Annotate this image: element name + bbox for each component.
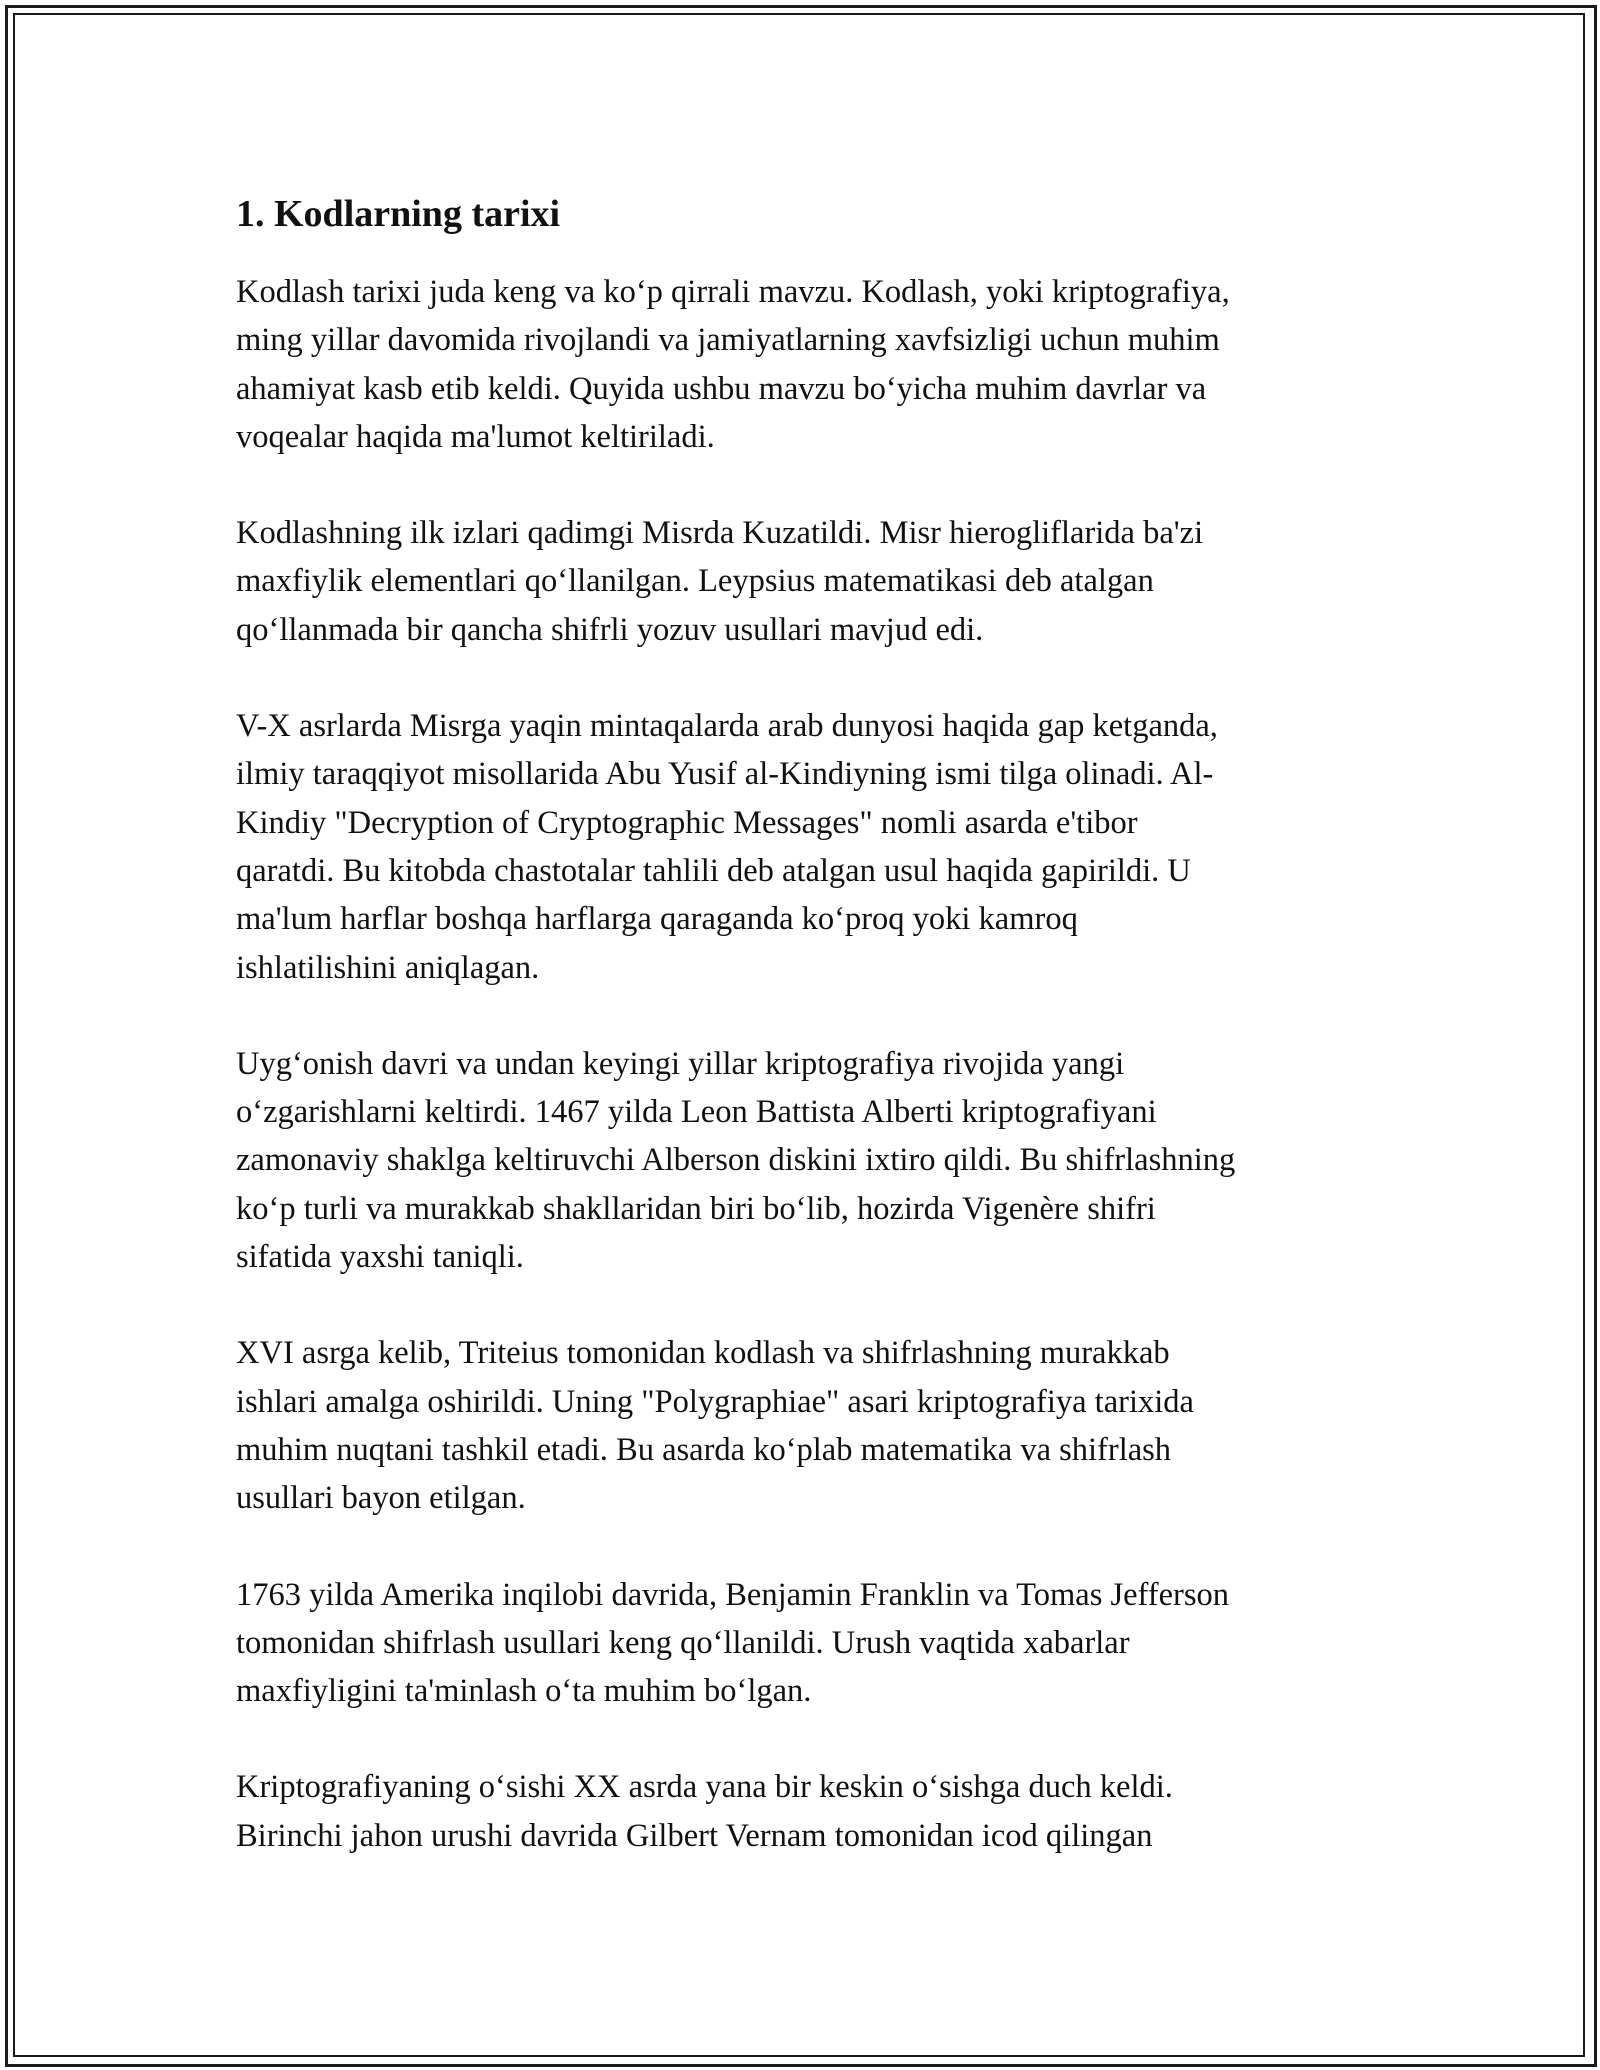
- paragraph-trithemius: XVI asrga kelib, Triteius tomonidan kodlash va shifrlashning murakkab ishlari amalga oshirildi. Uning "Polygraphiae" asari kriptografiya tarixida muhim nuqtani tashkil etadi. Bu asarda ko‘plab matematika va shifrlash usullari bayon etilgan.: [236, 1335, 1194, 1517]
- paragraph-intro: Kodlash tarixi juda keng va ko‘p qirrali mavzu. Kodlash, yoki kriptografiya, ming yillar davomida rivojlandi va jamiyatlarning xavfsizligi uchun muhim ahamiyat kasb etib keldi. Quyida ushbu mavzu bo‘yicha muhim davrlar va voqealar haqida ma'lumot keltiriladi.: [236, 274, 1230, 455]
- paragraph-twentieth-century: Kriptografiyaning o‘sishi XX asrda yana bir keskin o‘sishga duch keldi. Birinchi jahon urushi davrida Gilbert Vernam tomonidan icod qilingan: [236, 1769, 1173, 1854]
- section-heading: 1. Kodlarning tarixi: [236, 193, 561, 235]
- document-body: [236, 186, 1372, 1908]
- paragraph-egypt: Kodlashning ilk izlari qadimgi Misrda Kuzatildi. Misr hierogliflarida ba'zi maxfiylik elementlari qo‘llanilgan. Leypsius matematikasi deb atalgan qo‘llanmada bir qancha shifrli yozuv usullari mavjud edi.: [236, 515, 1204, 648]
- paragraph-renaissance: Uyg‘onish davri va undan keyingi yillar kriptografiya rivojida yangi o‘zgarishlarni keltirdi. 1467 yilda Leon Battista Alberti kriptografiyani zamonaviy shaklga keltiruvchi Alberson diskini ixtiro qildi. Bu shifrlashning ko‘p turli va murakkab shakllaridan biri bo‘lib, hozirda Vigenère shifri sifatida yaxshi taniqli.: [236, 1045, 1236, 1276]
- paragraph-american-revolution: 1763 yilda Amerika inqilobi davrida, Benjamin Franklin va Tomas Jefferson tomonidan shifrlash usullari keng qo‘llanildi. Urush vaqtida xabarlar maxfiyligini ta'minlash o‘ta muhim bo‘lgan.: [236, 1576, 1230, 1710]
- paragraph-al-kindi: V-X asrlarda Misrga yaqin mintaqalarda arab dunyosi haqida gap ketganda, ilmiy taraqqiyot misollarida Abu Yusif al-Kindiyning ismi tilga olinadi. Al- Kindiy "Decryption of Cryptographic Messages" nomli asarda e'tibor qaratdi. Bu kitobda chastotalar tahlili deb atalgan usul haqida gapirildi. U ma'lum harflar boshqa harflarga qaraganda ko‘proq yoki kamroq ishlatilishini aniqlagan.: [236, 708, 1218, 986]
